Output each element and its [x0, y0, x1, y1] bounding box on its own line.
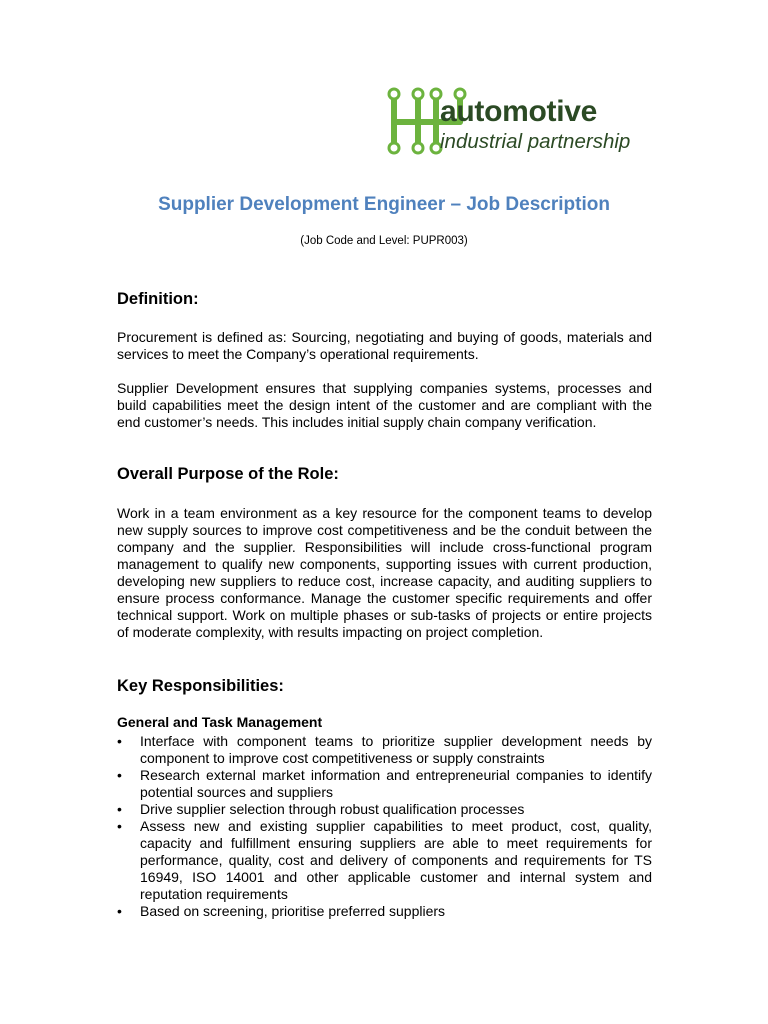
logo-word-industrial-partnership: industrial partnership: [440, 130, 631, 153]
job-code: (Job Code and Level: PUPR003): [300, 235, 468, 247]
responsibilities-heading: Key Responsibilities:: [117, 677, 284, 695]
bullet-icon: •: [117, 818, 122, 834]
bullet-icon: •: [117, 903, 122, 919]
list-item: • Interface with component teams to prioritize supplier development needs by component to improve cost competitiveness or supply constraints: [117, 733, 652, 766]
purpose-paragraph: Work in a team environment as a key resource for the component teams to develop new supply sources to improve cost competitiveness and be the conduit between the company and the supplier. Responsibilities will include cross-functional program management to qualify new components, supporting issues with current production, developing new suppliers to reduce cost, increase capacity, and auditing suppliers to ensure process conformance. Manage the customer specific requirements and offer technical support. Work on multiple phases or sub-tasks of projects or entire projects of moderate complexity, with results impacting on project completion.: [117, 505, 652, 640]
list-item: • Assess new and existing supplier capabilities to meet product, cost, quality, capacity and fulfillment ensuring suppliers are able to meet requirements for performance, quality, cost and delivery of components and requirements for TS 16949, ISO 14001 and other applicable customer and internal system and reputation requirements: [117, 818, 652, 902]
responsibilities-list: [117, 733, 652, 920]
document-title: Supplier Development Engineer – Job Description: [158, 194, 610, 215]
bullet-icon: •: [117, 767, 122, 783]
list-item: • Drive supplier selection through robust qualification processes: [117, 801, 525, 817]
logo-word-automotive: automotive: [440, 95, 598, 128]
bullet-icon: •: [117, 733, 122, 749]
general-task-management-subheading: General and Task Management: [117, 714, 323, 730]
list-item: • Research external market information and entrepreneurial companies to identify potential sources and suppliers: [117, 767, 652, 800]
definition-paragraph-2: Supplier Development ensures that supplying companies systems, processes and build capabilities meet the design intent of the customer and are compliant with the end customer’s needs. This includes initial supply chain company verification.: [117, 380, 652, 430]
purpose-heading: Overall Purpose of the Role:: [117, 465, 339, 483]
definition-paragraph-1: Procurement is defined as: Sourcing, negotiating and buying of goods, materials and services to meet the Company’s operational requirements.: [117, 329, 652, 362]
bullet-icon: •: [117, 801, 122, 817]
list-item: • Based on screening, prioritise preferred suppliers: [117, 903, 446, 919]
definition-heading: Definition:: [117, 290, 199, 308]
